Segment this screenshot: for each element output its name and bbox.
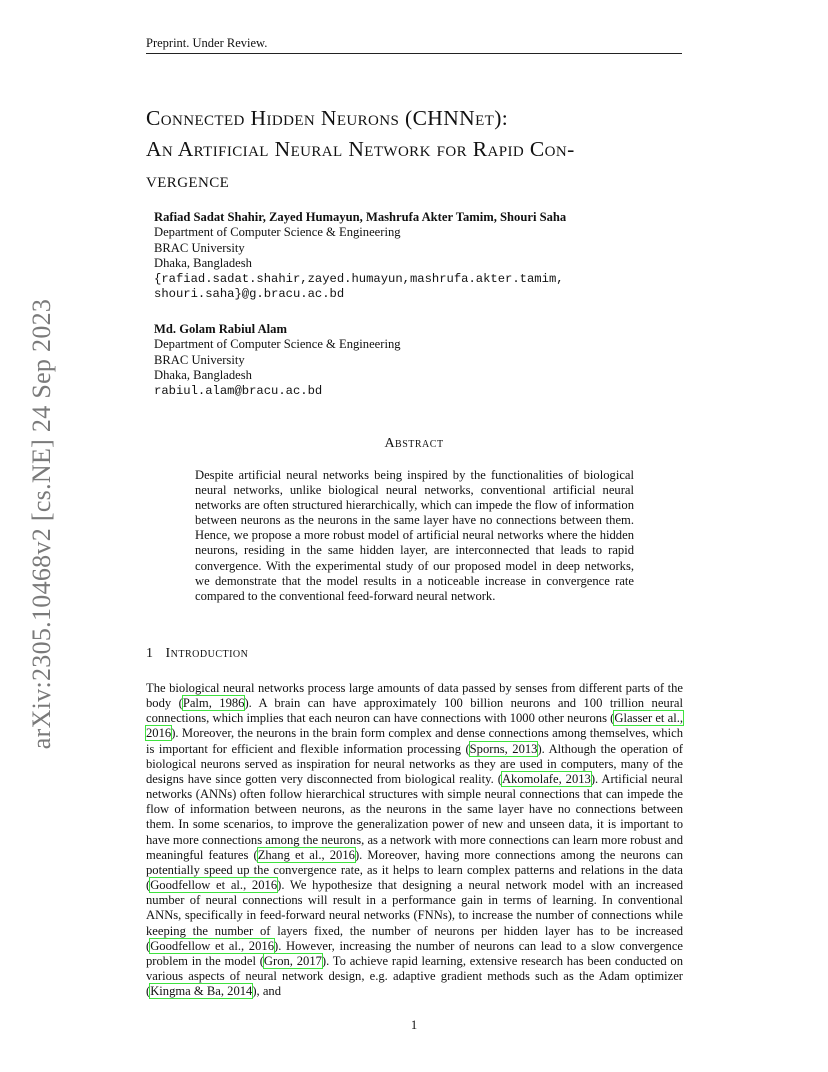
body-text-run: ). To achieve rapid learning, extensive research has been conducted on various aspects of neural network design, e.g. adaptive gradient methods such as the Adam optimizer ( <box>146 953 684 999</box>
citation-link[interactable]: Kingma & Ba, 2014 <box>150 984 253 999</box>
section-number: 1 <box>146 646 154 661</box>
citation-link[interactable]: Gron, 2017 <box>263 953 322 968</box>
section-title: Introduction <box>165 646 249 661</box>
title-line-3: vergence <box>146 168 230 192</box>
page-number: 1 <box>410 1018 418 1032</box>
citation-link[interactable]: Goodfellow et al., 2016 <box>150 938 274 953</box>
body-text-run: ). We hypothesize that designing a neural network model with an increased number of neural connections will result in a performance gain in terms of learning. In conventional ANNs, specifically in feed-forward neural networks (FNNs), to increase the number of connections while keeping the number of layers fixed, the number of neurons per hidden layer has to be increased ( <box>146 878 684 953</box>
author-department: Department of Computer Science & Engineering <box>154 225 401 240</box>
body-text-run: ). Moreover, the neurons in the brain form complex and dense connections among themselves, which is important for efficient and flexible information processing ( <box>146 726 683 756</box>
author-names: Md. Golam Rabiul Alam <box>154 322 287 336</box>
arxiv-identifier[interactable]: arXiv:2305.10468v2 [cs.NE] 24 Sep 2023 <box>27 298 56 750</box>
body-text-run: ). Moreover, having more connections among the neurons can potentially speed up the convergence rate, as it helps to learn complex patterns and relations in the data ( <box>146 847 683 893</box>
body-text-run: ). However, increasing the number of neurons can lead to a slow convergence problem in the model ( <box>146 938 683 968</box>
author-names: Rafiad Sadat Shahir, Zayed Humayun, Mashrufa Akter Tamim, Shouri Saha <box>154 210 567 224</box>
section-heading <box>146 646 248 662</box>
abstract-text: Despite artificial neural networks being inspired by the functionalities of biological neural networks, unlike biological neural networks, conventional artificial neural networks are often structured hierarchically, which can impede the flow of information between neurons as the neurons in the same layer have no connections between them. Hence, we propose a more robust model of artificial neural networks where the hidden neurons, residing in the same hidden layer, are interconnected that leads to rapid convergence. With the experimental study of our proposed model in deep networks, we demonstrate that the model results in a noticeable increase in convergence rate compared to the conventional feed-forward neural network. <box>195 468 634 603</box>
title-line-1: Connected Hidden Neurons (CHNNet): <box>146 106 509 130</box>
header-rule <box>146 53 682 54</box>
title-line-2: An Artificial Neural Network for Rapid Con- <box>146 137 575 161</box>
citation-link[interactable]: Akomolafe, 2013 <box>501 771 591 786</box>
body-text-run: The biological neural networks process large amounts of data passed by senses from different parts of the body ( <box>146 681 683 711</box>
citation-link[interactable]: Zhang et al., 2016 <box>257 847 355 862</box>
paper-title <box>146 103 706 196</box>
author-department: Department of Computer Science & Engineering <box>154 337 401 352</box>
body-text-run: ). A brain can have approximately 100 billion neurons and 100 trillion neural connections, which implies that each neuron can have connections with 1000 other neurons ( <box>146 696 683 726</box>
body-text-run: ), and <box>252 984 282 999</box>
body-text-run: ). Although the operation of biological neurons served as inspiration for neural networks as they are used in computers, many of the designs have since gotten very disconnected from biological reality. ( <box>146 741 683 786</box>
author-block-2 <box>154 322 674 399</box>
author-block-1 <box>154 210 674 302</box>
body-text-run: ). Artificial neural networks (ANNs) often follow hierarchical structures with simple neural connections that can impede the flow of information between neurons, as the neurons in the same layer have no connections between them. In some scenarios, to improve the generalization power of new and unseen data, it is important to have more connections among the neurons, as a network with more connections can learn more robust and meaningful features ( <box>146 771 683 862</box>
author-city: Dhaka, Bangladesh <box>154 368 252 383</box>
author-university: BRAC University <box>154 352 245 367</box>
citation-link[interactable]: Sporns, 2013 <box>469 741 538 756</box>
citation-link[interactable]: Palm, 1986 <box>182 696 245 711</box>
abstract-heading: Abstract <box>384 436 444 451</box>
author-email[interactable]: rabiul.alam@bracu.ac.bd <box>154 383 323 398</box>
introduction-paragraph <box>146 681 683 999</box>
citation-link[interactable]: Glasser et al., 2016 <box>146 711 683 741</box>
author-university: BRAC University <box>154 240 245 255</box>
author-email[interactable]: {rafiad.sadat.shahir,zayed.humayun,mashrufa.akter.tamim, <box>154 271 564 286</box>
author-email[interactable]: shouri.saha}@g.bracu.ac.bd <box>154 287 345 302</box>
running-head: Preprint. Under Review. <box>146 36 268 50</box>
author-city: Dhaka, Bangladesh <box>154 256 252 271</box>
citation-link[interactable]: Goodfellow et al., 2016 <box>150 878 278 893</box>
